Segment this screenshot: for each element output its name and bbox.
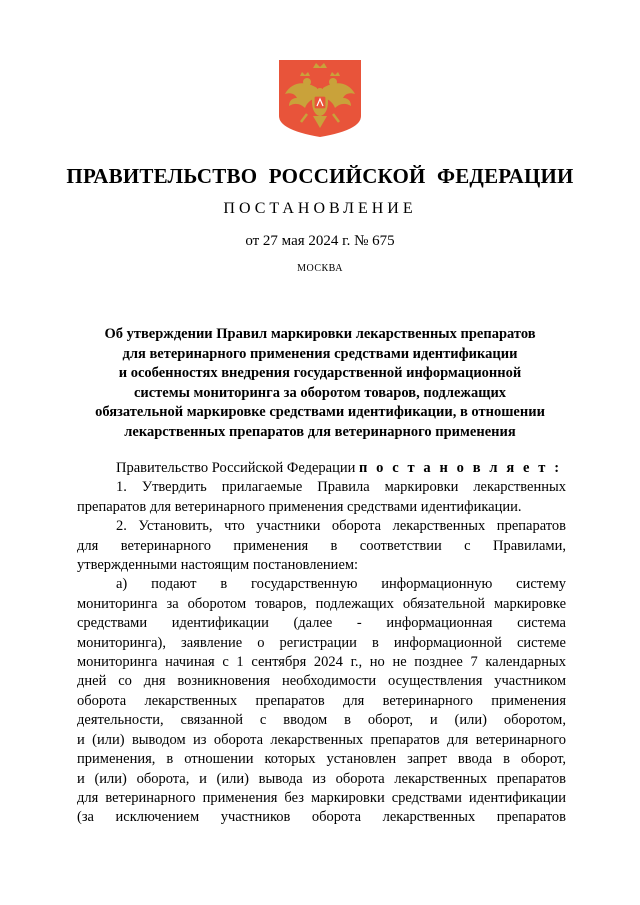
document-city: МОСКВА — [297, 263, 343, 274]
heading-line: для ветеринарного применения средствами идентификации — [122, 345, 518, 362]
body-line: и (или) оборота, и (или) вывода из оборота лекарственных препаратов — [77, 770, 566, 787]
body-line: для ветеринарного применения без маркировки средствами идентификации — [77, 789, 566, 806]
body-line: оборота лекарственных препаратов для ветеринарного применения — [77, 692, 566, 709]
decree-word: п о с т а н о в л я е т : — [358, 460, 562, 476]
body-line: а) подают в государственную информационную систему — [116, 576, 566, 593]
heading-line: Об утверждении Правил маркировки лекарственных препаратов — [104, 326, 536, 342]
body-line: деятельности, связанной с вводом в оборот, и (или) оборотом, — [77, 712, 566, 729]
body-line: 1. Утвердить прилагаемые Правила маркировки лекарственных — [116, 479, 566, 496]
coat-of-arms-icon — [277, 58, 363, 138]
document-date-number: от 27 мая 2024 г. № 675 — [245, 233, 395, 249]
document-body — [77, 459, 566, 828]
heading-line: системы мониторинга за оборотом товаров, подлежащих — [133, 384, 507, 401]
document-type: ПОСТАНОВЛЕНИЕ — [223, 200, 417, 217]
body-line: для ветеринарного применения в соответствии с Правилами, — [77, 537, 566, 554]
intro-line — [77, 459, 566, 478]
body-line: (за исключением участников оборота лекарственных препаратов — [77, 809, 566, 826]
document-heading — [70, 325, 570, 442]
body-line: применения, в отношении которых установлен запрет ввода в оборот, — [77, 751, 566, 768]
body-line: препаратов для ветеринарного применения средствами идентификации. — [77, 498, 522, 515]
body-line: мониторинга начиная с 1 сентября 2024 г., но не позднее 7 календарных — [77, 654, 566, 671]
body-line: средствами идентификации (далее - информационная система — [77, 615, 566, 632]
body-line: утвержденными настоящим постановлением: — [77, 557, 359, 574]
heading-line: обязательной маркировке средствами идентификации, в отношении — [95, 404, 545, 420]
body-line: дней со дня возникновения необходимости осуществления участником — [77, 673, 566, 690]
government-title: ПРАВИТЕЛЬСТВО РОССИЙСКОЙ ФЕДЕРАЦИИ — [66, 164, 574, 188]
intro-text: Правительство Российской Федерации — [116, 460, 356, 476]
heading-line: и особенностях внедрения государственной информационной — [118, 365, 522, 381]
body-line: мониторинга за оборотом товаров, подлежащих обязательной маркировке — [77, 595, 566, 612]
body-line: 2. Установить, что участники оборота лекарственных препаратов — [116, 518, 566, 535]
body-line: мониторинга), заявление о регистрации в информационной системе — [77, 634, 566, 651]
body-line: и (или) выводом из оборота лекарственных препаратов для ветеринарного — [77, 731, 566, 748]
heading-line: лекарственных препаратов для ветеринарного применения — [124, 423, 516, 440]
